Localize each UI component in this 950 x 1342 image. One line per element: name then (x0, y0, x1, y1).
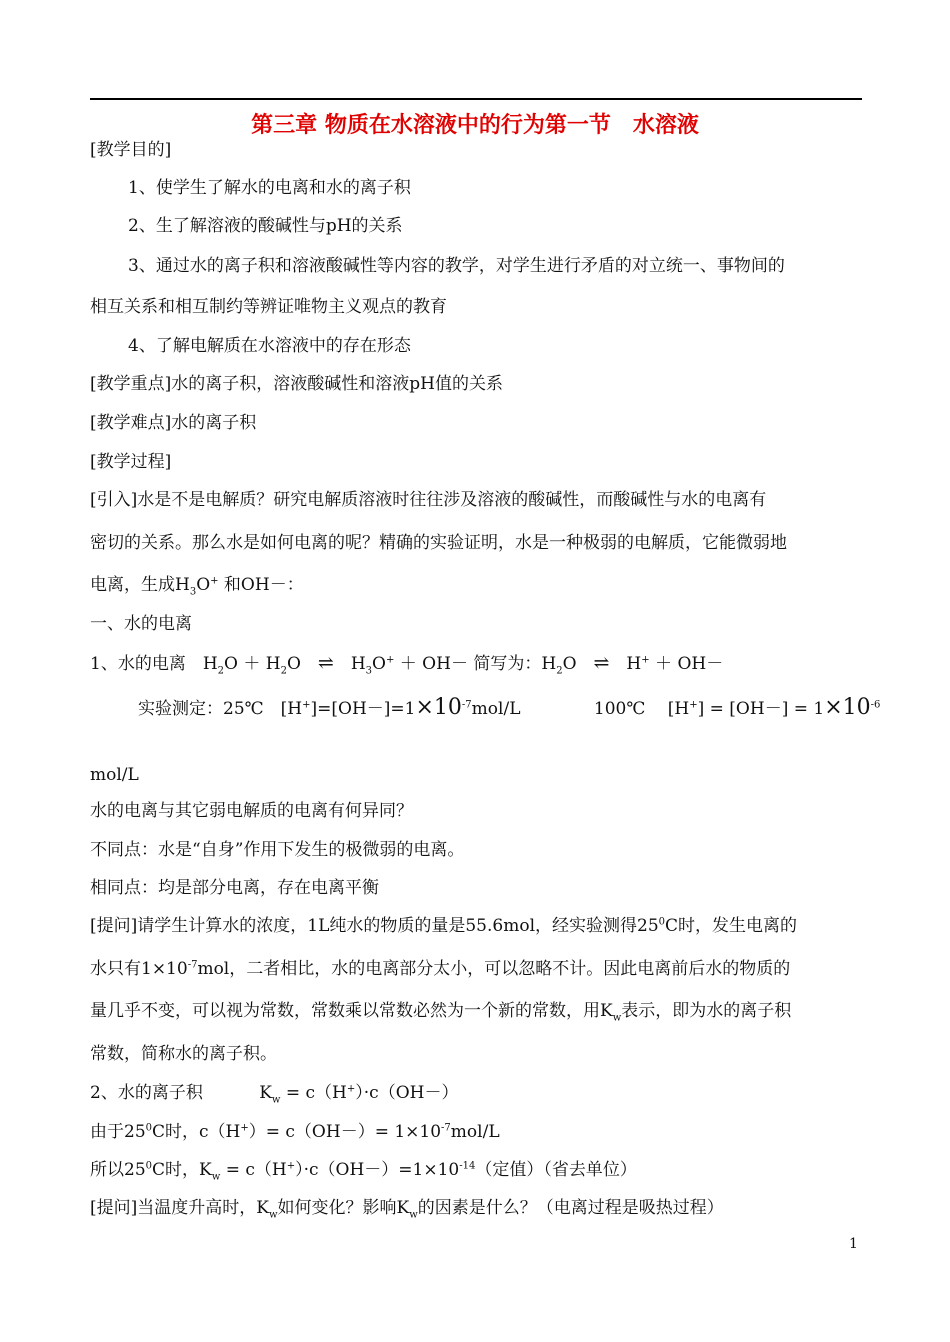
key-point: [教学重点]水的离子积，溶液酸碱性和溶液pH值的关系 (90, 374, 503, 394)
header-rule (90, 98, 862, 100)
concentration-at-25c: 由于$25^0C$时，$c(H^+)= c(OH-)= 1\times 10^{-7}mol/L$ (90, 1122, 500, 1142)
question-concentration-line-1: [提问]请学生计算水的浓度，1L纯水的物质的量是55.6mol，经实验测得$25^0C$时，发生电离的 (90, 916, 798, 936)
difficulty: [教学难点]水的离子积 (90, 413, 257, 433)
kw-at-25c: 所以$25^0C$时，$K_w = c(H^+)\cdot c(OH-)=1\times 10^{-14}$（定值）（省去单位） (90, 1160, 637, 1183)
objective-3-line-1: 3、通过水的离子积和溶液酸碱性等内容的教学，对学生进行矛盾的对立统一、事物间的 (128, 256, 785, 276)
intro-line-1: [引入]水是不是电解质？研究电解质溶液时往往涉及溶液的酸碱性，而酸碱性与水的电离有 (90, 490, 767, 510)
objectives-heading: [教学目的] (90, 140, 172, 160)
objective-3-line-2: 相互关系和相互制约等辨证唯物主义观点的教育 (90, 297, 447, 317)
objective-4: 4、了解电解质在水溶液中的存在形态 (128, 336, 411, 356)
section-heading-ionization: 一、水的电离 (90, 614, 192, 634)
ionization-equation: 1、水的电离 $H_2O + H_2O$ ⇌ $H_3O^+ + OH-$ 简写为：$H_2O$ ⇌ H+ ＋ OH－ (90, 652, 724, 677)
question-concentration-line-2: 水只有$1\times 10^{-7}mol$，二者相比，水的电离部分太小，可以忽略不计。因此电离前后水的物质的 (90, 959, 791, 979)
objective-1: 1、使学生了解水的电离和水的离子积 (128, 178, 411, 198)
process-heading: [教学过程] (90, 452, 172, 472)
equilibrium-arrow-icon: ⇌ (317, 652, 334, 674)
measurement-unit: mol/L (90, 765, 139, 785)
objective-2: 2、生了解溶液的酸碱性与pH的关系 (128, 216, 403, 236)
question-concentration-line-3: 量几乎不变，可以视为常数，常数乘以常数必然为一个新的常数，用$K_w$表示，即为水的离子积 (90, 1001, 792, 1024)
question-comparison: 水的电离与其它弱电解质的电离有何异同？ (90, 801, 413, 821)
intro-line-3: 电离，生成$H_3O^+$ 和OH－： (90, 575, 304, 598)
intro-line-2: 密切的关系。那么水是如何电离的呢？精确的实验证明，水是一种极弱的电解质，它能微弱地 (90, 533, 787, 553)
difference: 不同点：水是“自身”作用下发生的极微弱的电离。 (90, 840, 465, 860)
page-number: 1 (849, 1236, 858, 1252)
question-concentration-line-4: 常数，简称水的离子积。 (90, 1044, 277, 1064)
ion-product-definition: 2、水的离子积 $K_w = c(H^+)\cdot c(OH-)$ (90, 1083, 459, 1106)
similarity: 相同点：均是部分电离，存在电离平衡 (90, 878, 379, 898)
question-temperature: [提问]当温度升高时，$K_w$如何变化？影响$K_w$的因素是什么？（电离过程是吸热过程） (90, 1198, 724, 1221)
page-title: 第三章 物质在水溶液中的行为第一节 水溶液 (251, 113, 699, 138)
equilibrium-arrow-icon: ⇌ (593, 652, 610, 674)
measurement-line: 实验测定：25℃ $[H^+]=[OH-]=1\times 10^{-7}mol/L$ 100℃ $[H^+] = [OH-] = 1\times 10^{-6}$ (138, 695, 881, 720)
